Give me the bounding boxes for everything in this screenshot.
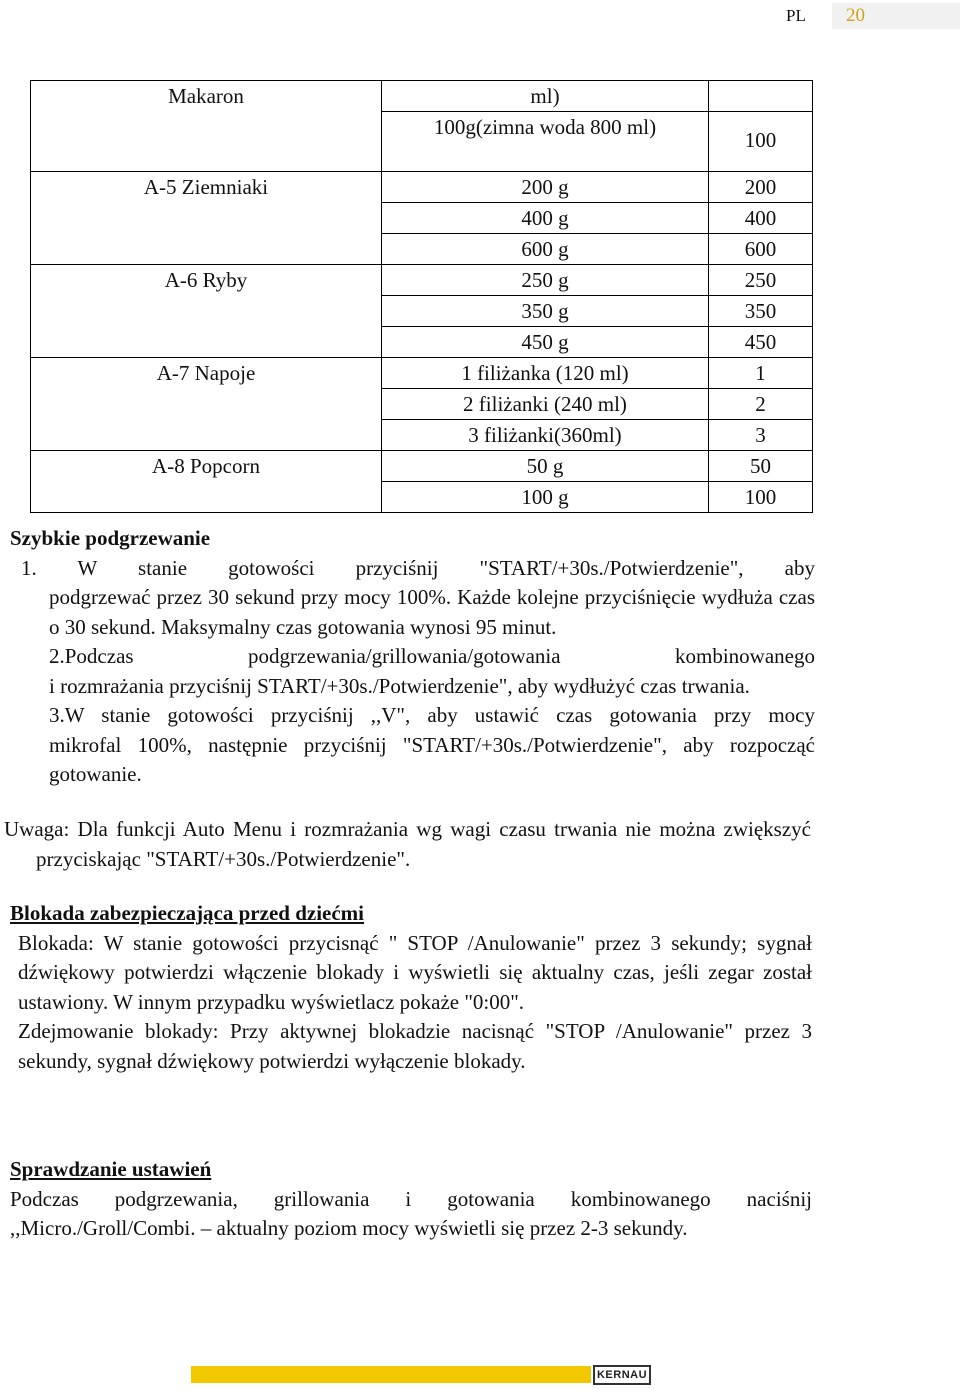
quick-heat-title: Szybkie podgrzewanie [10, 526, 211, 550]
value-cell: 450 [709, 327, 813, 358]
category-cell: Makaron [31, 81, 382, 172]
value-cell: 350 [709, 296, 813, 327]
category-cell: A-5 Ziemniaki [31, 172, 382, 265]
page-number: 20 [832, 3, 960, 29]
amount-cell: 200 g [382, 172, 709, 203]
amount-cell: 450 g [382, 327, 709, 358]
quick-heat-item-1-text: podgrzewać przez 30 sekund przy mocy 100%. Każde kolejne przyciśnięcie wydłuża czas o 30 sekund. Maksymalny czas gotowania wynosi 95 minut. [49, 585, 815, 639]
quick-heat-section [10, 524, 815, 790]
language-code: PL [786, 6, 806, 25]
quick-heat-item-3-text: mikrofal 100%, następnie przyciśnij "START/+30s./Potwierdzenie", aby rozpocząć gotowanie. [49, 732, 815, 786]
footer-accent-bar [191, 1366, 591, 1383]
value-cell: 1 [709, 358, 813, 389]
amount-cell: 50 g [382, 451, 709, 482]
child-lock-deactivate-text: Zdejmowanie blokady: Przy aktywnej blokadzie nacisnąć "STOP /Anulowanie" przez 3 sekundy, sygnał dźwiękowy potwierdzi wyłączenie blokady. [18, 1019, 812, 1073]
amount-cell: 1 filiżanka (120 ml) [382, 358, 709, 389]
amount-cell: 350 g [382, 296, 709, 327]
table-row [31, 265, 813, 296]
value-cell: 100 [709, 112, 813, 172]
value-cell: 200 [709, 172, 813, 203]
category-cell: A-7 Napoje [31, 358, 382, 451]
table-row [31, 451, 813, 482]
quick-heat-item-2-line-1: 2.Podczas podgrzewania/grillowania/gotowania kombinowanego [49, 644, 815, 668]
quick-heat-item-1-line-1: 1. W stanie gotowości przyciśnij "START/+30s./Potwierdzenie", aby [21, 555, 815, 580]
quick-heat-note [4, 815, 811, 874]
settings-check-section [10, 1155, 812, 1244]
amount-cell: 600 g [382, 234, 709, 265]
amount-cell: 100 g [382, 482, 709, 513]
table-row [31, 81, 813, 112]
category-cell: A-6 Ryby [31, 265, 382, 358]
child-lock-activate-text: Blokada: W stanie gotowości przycisnąć " STOP /Anulowanie" przez 3 sekundy; sygnał dźwiękowy potwierdzi włączenie blokady i wyświetli się aktualny czas, jeśli zegar został ustawiony. W innym przypadku wyświetlacz pokaże "0:00". [18, 930, 812, 1014]
quick-heat-note-text: Uwaga: Dla funkcji Auto Menu i rozmrażania wg wagi czasu trwania nie można zwiększyć przyciskając "START/+30s./Potwierdzenie". [4, 817, 811, 871]
child-lock-title: Blokada zabezpieczająca przed dziećmi [10, 901, 365, 925]
value-cell: 600 [709, 234, 813, 265]
value-cell: 250 [709, 265, 813, 296]
value-cell: 400 [709, 203, 813, 234]
settings-check-title: Sprawdzanie ustawień [10, 1157, 212, 1181]
value-cell: 3 [709, 420, 813, 451]
value-cell: 50 [709, 451, 813, 482]
quick-heat-item-3-line-1: 3.W stanie gotowości przyciśnij ,,V", aby ustawić czas gotowania przy mocy [49, 703, 815, 727]
table-row [31, 172, 813, 203]
amount-cell: ml) [382, 81, 709, 112]
quick-heat-item-2-text: i rozmrażania przyciśnij START/+30s./Potwierdzenie", aby wydłużyć czas trwania. [49, 673, 750, 698]
amount-cell: 3 filiżanki(360ml) [382, 420, 709, 451]
value-cell: 100 [709, 482, 813, 513]
amount-cell: 100g(zimna woda 800 ml) [382, 112, 709, 172]
amount-cell: 2 filiżanki (240 ml) [382, 389, 709, 420]
child-lock-section [10, 899, 812, 1076]
settings-check-text: Podczas podgrzewania, grillowania i gotowania kombinowanego naciśnij ,,Micro./Groll/Combi. – aktualny poziom mocy wyświetli się przez 2-3 sekundy. [10, 1186, 812, 1240]
cooking-guide-table [30, 80, 813, 513]
amount-cell: 400 g [382, 203, 709, 234]
category-cell: A-8 Popcorn [31, 451, 382, 513]
amount-cell: 250 g [382, 265, 709, 296]
brand-logo: KERNAU [593, 1365, 651, 1385]
value-cell: 2 [709, 389, 813, 420]
value-cell [709, 81, 813, 112]
table-row [31, 358, 813, 389]
